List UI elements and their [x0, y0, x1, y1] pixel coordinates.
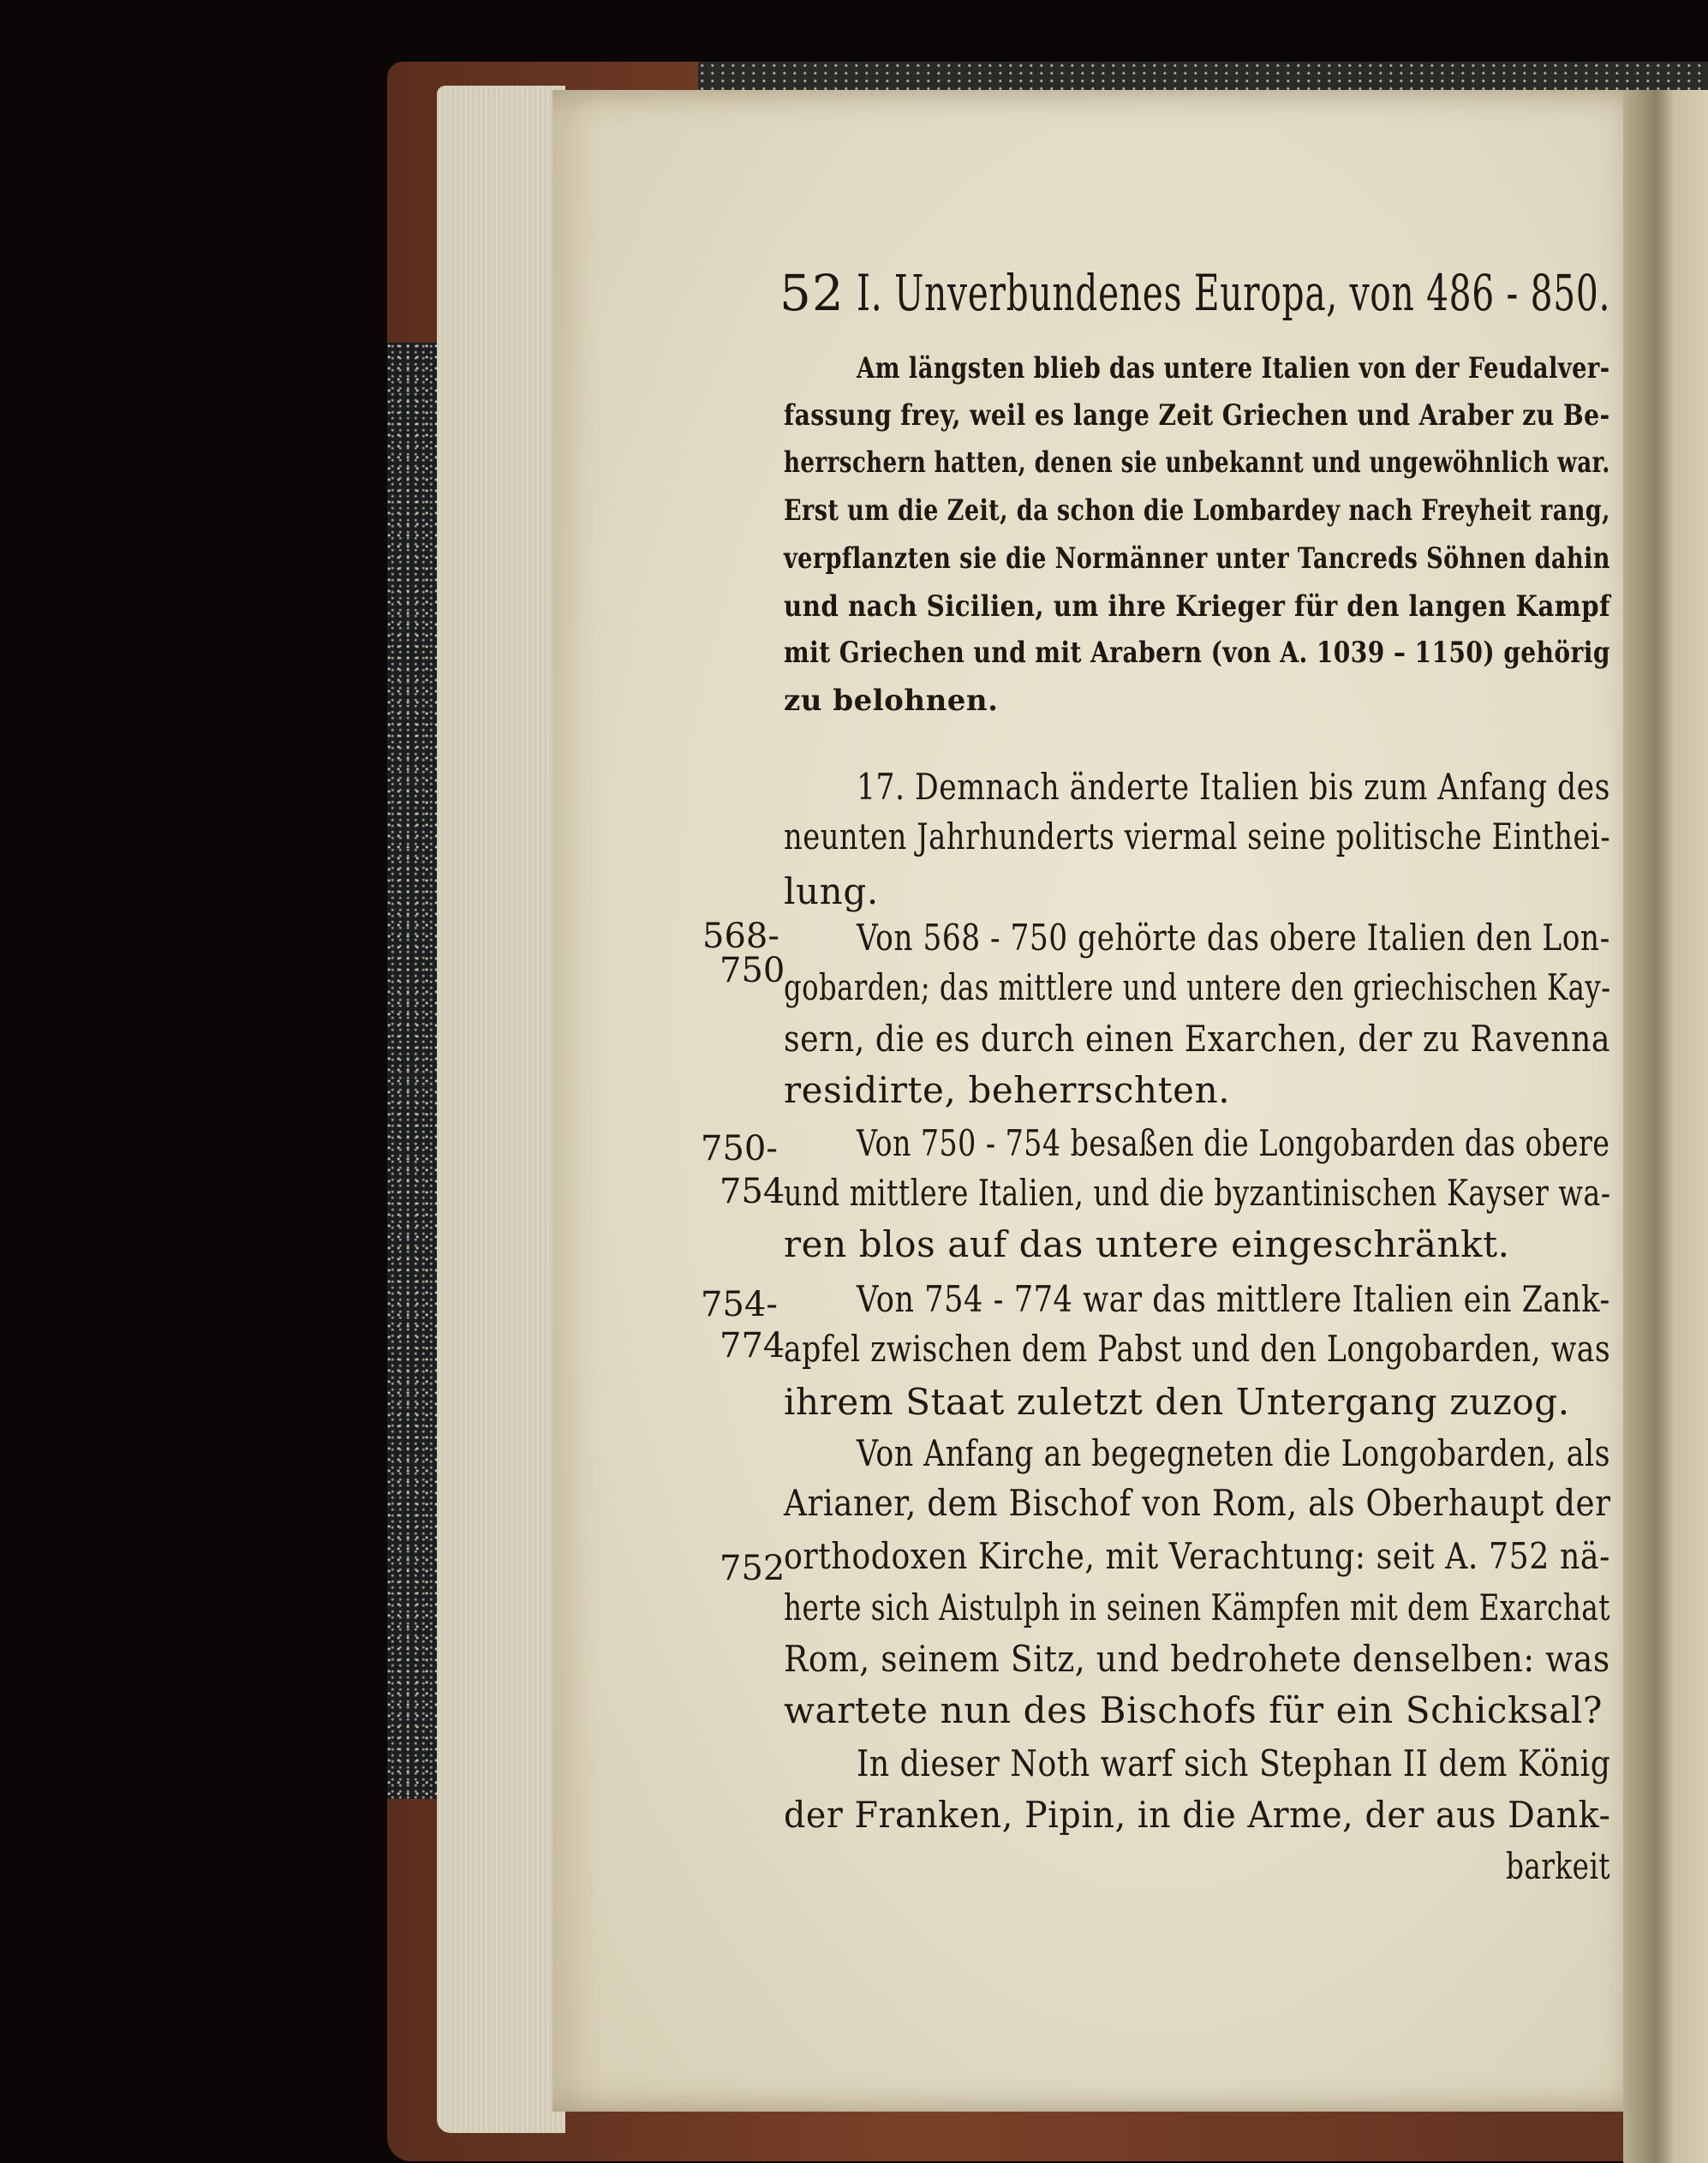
- text-line: Von 568 - 750 gehörte das obere Italien den Lon-: [857, 917, 1610, 959]
- text-line: und nach Sicilien, um ihre Krieger für den langen Kampf: [784, 589, 1611, 624]
- text-line: der Franken, Pipin, in die Arme, der aus Dank-: [784, 1794, 1611, 1836]
- margin-date: 774: [720, 1326, 785, 1365]
- margin-date: 754: [720, 1172, 785, 1211]
- text-line: ren blos auf das untere eingeschränkt.: [784, 1223, 1510, 1265]
- text-line: Rom, seinem Sitz, und bedrohete denselben: was: [784, 1638, 1610, 1680]
- text-line: Von 754 - 774 war das mittlere Italien ein Zank-: [857, 1278, 1610, 1320]
- text-line: orthodoxen Kirche, mit Verachtung: seit A. 752 nä-: [784, 1535, 1610, 1577]
- text-line: lung.: [784, 870, 879, 912]
- text-line: herte sich Aistulph in seinen Kämpfen mit dem Exarchat: [784, 1586, 1610, 1628]
- margin-date: 750-: [701, 1129, 778, 1168]
- text-line: Erst um die Zeit, da schon die Lombardey nach Freyheit rang,: [784, 493, 1610, 528]
- text-line: verpflanzten sie die Normänner unter Tancreds Söhnen dahin: [784, 541, 1610, 576]
- margin-date: 568-: [702, 917, 779, 956]
- page-edges: [437, 86, 565, 2133]
- text-line: Von Anfang an begegneten die Longobarden, als: [857, 1432, 1610, 1474]
- margin-date: 750: [720, 951, 785, 990]
- text-line: wartete nun des Bischofs für ein Schicksal?: [784, 1689, 1603, 1731]
- text-line: Am längsten blieb das untere Italien von der Feudalver-: [857, 351, 1610, 385]
- catchword: barkeit: [1506, 1845, 1611, 1887]
- text-line: residirte, beherrschten.: [784, 1069, 1231, 1111]
- text-line: sern, die es durch einen Exarchen, der zu Ravenna: [784, 1018, 1610, 1060]
- text-line: zu belohnen.: [784, 684, 999, 718]
- text-line: apfel zwischen dem Pabst und den Longobarden, was: [784, 1328, 1611, 1370]
- text-line: mit Griechen und mit Arabern (von A. 1039 – 1150) gehörig: [784, 636, 1610, 670]
- page-number: 52: [779, 264, 845, 322]
- running-title: I. Unverbundenes Europa, von 486 - 850.: [857, 264, 1611, 322]
- margin-date: 754-: [701, 1285, 778, 1324]
- margin-date: 752: [720, 1549, 785, 1588]
- text-line: herrschern hatten, denen sie unbekannt und ungewöhnlich war.: [784, 445, 1610, 480]
- text-line: ihrem Staat zuletzt den Untergang zuzog.: [784, 1381, 1570, 1423]
- text-line: In dieser Noth warf sich Stephan II dem König: [857, 1742, 1611, 1784]
- text-line: und mittlere Italien, und die byzantinischen Kayser wa-: [784, 1172, 1611, 1214]
- text-line: 17. Demnach änderte Italien bis zum Anfang des: [857, 766, 1610, 808]
- facing-page-edge: [1623, 90, 1708, 2163]
- text-line: fassung frey, weil es lange Zeit Griechen und Araber zu Be-: [784, 398, 1610, 433]
- text-line: Arianer, dem Bischof von Rom, als Oberhaupt der: [784, 1482, 1611, 1524]
- text-line: gobarden; das mittlere und untere den griechischen Kay-: [784, 966, 1611, 1008]
- text-line: neunten Jahrhunderts viermal seine politische Einthei-: [784, 816, 1611, 857]
- text-line: Von 750 - 754 besaßen die Longobarden das obere: [857, 1122, 1610, 1164]
